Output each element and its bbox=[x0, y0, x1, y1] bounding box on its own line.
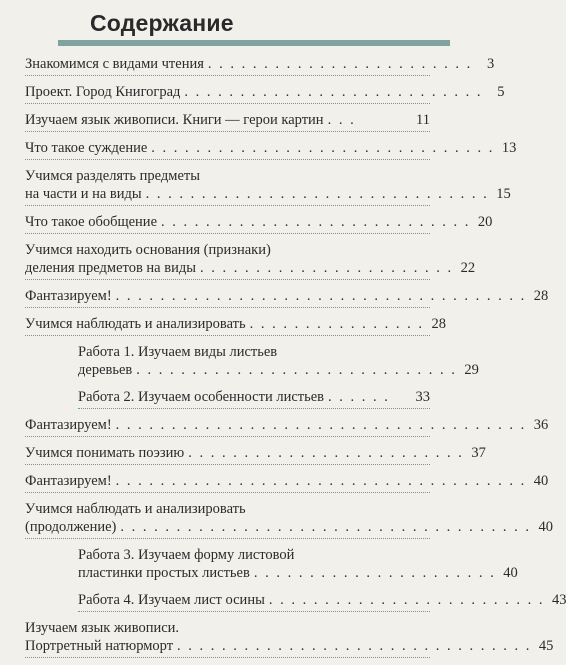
toc-leader-dots: . . . bbox=[327, 112, 356, 128]
toc-leader-dots: . . . . . . . . . . . . . . . . . . . . . . . . . . . . . . . . . . . . . bbox=[115, 288, 527, 304]
toc-leader-dots: . . . . . . bbox=[328, 389, 390, 405]
toc-entry-line bbox=[25, 55, 495, 73]
toc-leader-dots: . . . . . . . . . . . . . . . . . . . . . . . . . . . . bbox=[161, 214, 471, 230]
toc-leader-dots: . . . . . . . . . . . . . . . . . . . . . . . bbox=[199, 260, 454, 276]
toc-entry bbox=[78, 388, 430, 409]
toc-entry bbox=[25, 416, 549, 437]
toc-entry-line bbox=[78, 388, 430, 406]
toc-leader-dots: . . . . . . . . . . . . . . . . . . . . . . . . . . . . . . . . . . . . . bbox=[115, 473, 527, 489]
toc-entry bbox=[25, 55, 495, 76]
toc-entry-line bbox=[25, 139, 517, 157]
toc-entry bbox=[25, 500, 554, 539]
toc-leader-dots: . . . . . . . . . . . . . . . . . . . . . . . . . . . . . . . . . . . . . bbox=[120, 519, 532, 535]
toc-entry-text: Что такое обобщение bbox=[25, 214, 158, 230]
title-underline-bar bbox=[58, 40, 450, 46]
toc-entry-line bbox=[25, 83, 505, 101]
toc-entry-text: Работа 2. Изучаем особенности листьев bbox=[78, 389, 324, 405]
toc-leader-dots: . . . . . . . . . . . . . . . . . . . . . . . . . bbox=[268, 592, 545, 608]
toc-entry bbox=[25, 472, 549, 493]
toc-leader-dots: . . . . . . . . . . . . . . . . . . . . . . . . . . . . . bbox=[136, 362, 457, 378]
toc-entry-text: деления предметов на виды bbox=[25, 260, 196, 276]
toc-entry-text: Работа 1. Изучаем виды листьев bbox=[78, 344, 278, 360]
toc-leader-dots: . . . . . . . . . . . . . . . . . . . . . . . . . . . bbox=[184, 84, 483, 100]
toc-page-number: 11 bbox=[416, 112, 430, 128]
toc-page-number: 37 bbox=[471, 445, 486, 461]
toc-leader-dots: . . . . . . . . . . . . . . . . bbox=[249, 316, 424, 332]
toc-entry-text: Фантазируем! bbox=[25, 473, 112, 489]
toc-entry-text: Учимся наблюдать и анализировать bbox=[25, 501, 246, 517]
toc-entry-text: Работа 4. Изучаем лист осины bbox=[78, 592, 265, 608]
toc-page-number: 28 bbox=[431, 316, 446, 332]
toc-entry-line bbox=[25, 444, 486, 462]
toc-entry bbox=[25, 241, 476, 280]
toc-entry-line bbox=[25, 518, 554, 536]
toc-entry bbox=[25, 444, 486, 465]
toc-leader-dots: . . . . . . . . . . . . . . . . . . . . . . . . . . . . . . . bbox=[145, 186, 489, 202]
toc-entry-text: Что такое суждение bbox=[25, 140, 148, 156]
toc-entry-text: деревьев bbox=[78, 362, 133, 378]
toc-page-number: 20 bbox=[477, 214, 493, 230]
toc-entry bbox=[78, 343, 479, 381]
toc-entry-line bbox=[25, 185, 511, 203]
toc-entry bbox=[78, 591, 566, 612]
toc-entry-text: Проект. Город Книгоград bbox=[25, 84, 181, 100]
toc-leader-dots: . . . . . . . . . . . . . . . . . . . . . . . . . . . . . . . . bbox=[177, 638, 532, 654]
toc-entry bbox=[25, 139, 517, 160]
toc-entry-text: на части и на виды bbox=[25, 186, 142, 202]
page-title: Содержание bbox=[90, 10, 234, 36]
toc-entry bbox=[25, 167, 511, 206]
toc-entry-text: (продолжение) bbox=[25, 519, 117, 535]
toc-entry-line bbox=[25, 111, 430, 129]
toc-entry-line bbox=[78, 564, 518, 582]
toc-page-number: 22 bbox=[460, 260, 476, 276]
toc-leader-dots: . . . . . . . . . . . . . . . . . . . . . . . . . . . . . . . bbox=[151, 140, 495, 156]
toc-entry-text: Знакомимся с видами чтения bbox=[25, 56, 204, 72]
toc-entry-line bbox=[25, 472, 549, 490]
toc-page-number: 45 bbox=[538, 638, 554, 654]
toc-page-number: 40 bbox=[538, 519, 554, 535]
toc-entry-line bbox=[25, 416, 549, 434]
toc-entry-text: Учимся понимать поэзию bbox=[25, 445, 185, 461]
toc-entry bbox=[25, 315, 446, 336]
toc-entry bbox=[78, 546, 518, 584]
toc-entry bbox=[25, 111, 430, 132]
toc-page-number: 36 bbox=[533, 417, 549, 433]
table-of-contents bbox=[25, 55, 566, 665]
toc-entry-line bbox=[25, 213, 493, 231]
toc-entry-line bbox=[78, 361, 479, 379]
toc-page-number: 33 bbox=[415, 389, 430, 405]
toc-leader-dots: . . . . . . . . . . . . . . . . . . . . . . . . . bbox=[188, 445, 464, 461]
toc-leader-dots: . . . . . . . . . . . . . . . . . . . . . . . . bbox=[207, 56, 473, 72]
toc-entry-text: Фантазируем! bbox=[25, 288, 112, 304]
toc-entry-text: Изучаем язык живописи. Книги — герои картин bbox=[25, 112, 324, 128]
toc-entry-line bbox=[25, 287, 549, 305]
toc-page-number: 15 bbox=[496, 186, 511, 202]
toc-entry-text: Портретный натюрморт bbox=[25, 638, 174, 654]
toc-entry-line bbox=[25, 315, 446, 333]
toc-leader-dots: . . . . . . . . . . . . . . . . . . . . . . bbox=[253, 565, 496, 581]
toc-entry-text: пластинки простых листьев bbox=[78, 565, 250, 581]
toc-entry-line bbox=[25, 259, 476, 277]
toc-entry-text: Учимся наблюдать и анализировать bbox=[25, 316, 246, 332]
toc-page-number: 40 bbox=[503, 565, 518, 581]
toc-entry bbox=[25, 83, 505, 104]
toc-entry-line bbox=[25, 637, 554, 655]
toc-entry-text: Фантазируем! bbox=[25, 417, 112, 433]
toc-page-number: 40 bbox=[533, 473, 549, 489]
toc-entry-text: Работа 3. Изучаем форму листовой bbox=[78, 547, 295, 563]
toc-leader-dots: . . . . . . . . . . . . . . . . . . . . . . . . . . . . . . . . . . . . . bbox=[115, 417, 527, 433]
toc-page-number: 5 bbox=[497, 84, 505, 100]
toc-entry bbox=[25, 619, 554, 658]
toc-page-number: 29 bbox=[464, 362, 479, 378]
toc-entry-text: Учимся находить основания (признаки) bbox=[25, 242, 271, 258]
toc-page-number: 43 bbox=[551, 592, 566, 608]
toc-entry-text: Изучаем язык живописи. bbox=[25, 620, 180, 636]
toc-entry bbox=[25, 287, 549, 308]
toc-entry bbox=[25, 213, 493, 234]
toc-page-number: 13 bbox=[501, 140, 517, 156]
toc-page-number: 3 bbox=[487, 56, 495, 72]
toc-entry-text: Учимся разделять предметы bbox=[25, 168, 200, 184]
toc-entry-line bbox=[78, 591, 566, 609]
toc-page-number: 28 bbox=[533, 288, 549, 304]
